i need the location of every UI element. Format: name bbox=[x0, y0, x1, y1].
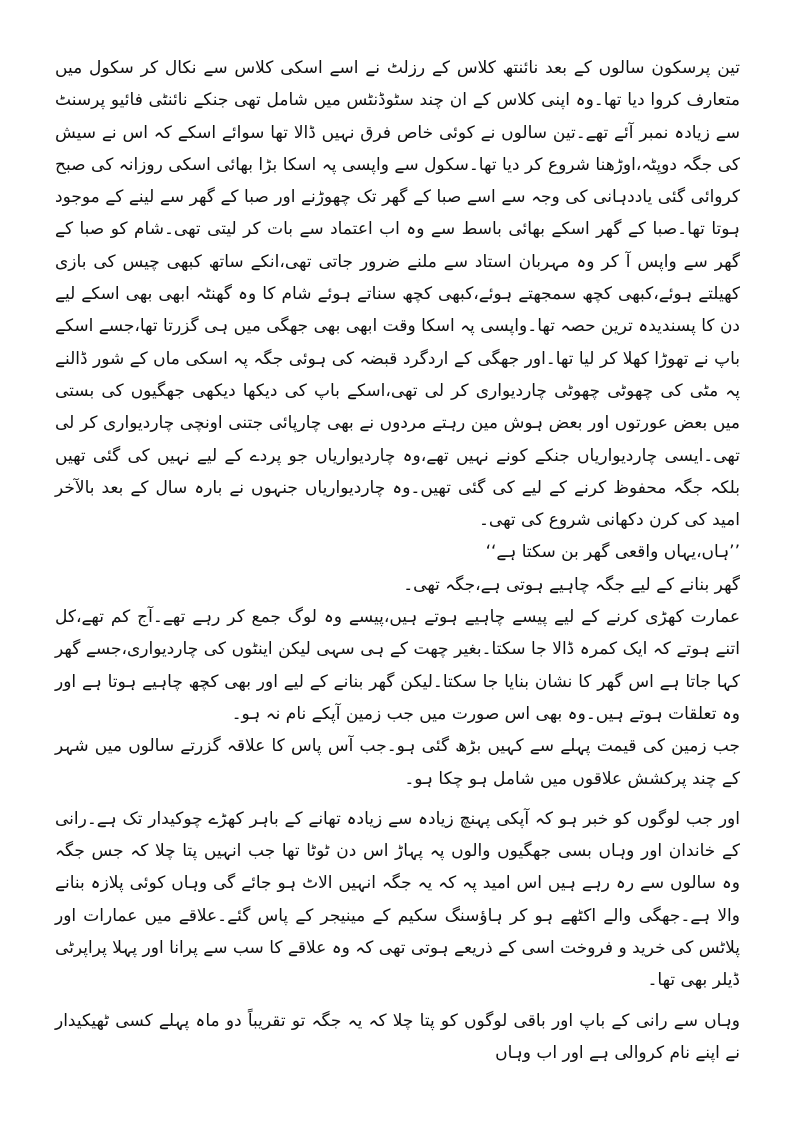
document-body bbox=[55, 52, 740, 1069]
paragraph-4: جب زمین کی قیمت پہلے سے کہیں بڑھ گئی ہو۔جب آس پاس کا علاقہ گزرتے سالوں میں شہر کے چند پرکشش علاقوں میں شامل ہو چکا ہو۔ bbox=[55, 736, 740, 789]
paragraph-2: گھر بنانے کے لیے جگہ چاہیے ہوتی ہے،جگہ تھی۔ bbox=[403, 574, 740, 595]
paragraph-6: وہاں سے رانی کے باپ اور باقی لوگوں کو پتا چلا کہ یہ جگہ تو تقریباً دو ماہ پہلے کسی ٹھیکیدار نے اپنے نام کروالی ہے اور اب وہاں bbox=[55, 1010, 740, 1063]
quote-line: ’’ہاں،یہاں واقعی گھر بن سکتا ہے‘‘ bbox=[485, 542, 740, 563]
paragraph-1: تین پرسکون سالوں کے بعد نائنتھ کلاس کے رزلٹ نے اسے اسکی کلاس سے نکال کر سکول میں متعارف کروا دیا تھا۔وہ اپنی کلاس کے ان چند سٹوڈنٹس میں شامل تھی جنکے نائنٹی فائیو پرسنٹ سے زیادہ نمبر آئے تھے۔تین سالوں نے کوئی خاص فرق نہیں ڈالا تھا سوائے اسکے کہ اس نے سیش کی جگہ دوپٹہ،اوڑھنا شروع کر دیا تھا۔سکول سے واپسی پہ اسکا بڑا بھائی اسکی روزانہ کی صبح کروائی گئی یاددہانی کی وجہ سے اسے صبا کے گھر تک چھوڑنے اور صبا کے گھر سے لینے کے موجود ہوتا تھا۔صبا کے گھر اسکے بھائی باسط سے وہ اب اعتماد سے بات کر لیتی تھی۔شام کو صبا کے گھر سے واپس آ کر وہ مہربان استاد سے ملنے ضرور جاتی تھی،انکے ساتھ کبھی چیس کی بازی کھیلتے ہوئے،کبھی کچھ سمجھتے ہوئے،کبھی کچھ سناتے ہوئے شام کا وہ گھنٹہ ابھی بھی اسکے لیے دن کا پسندیدہ ترین حصہ تھا۔واپسی پہ اسکا وقت ابھی بھی جھگی میں ہی گزرتا تھا،جسے اسکے باپ نے تھوڑا کھلا کر لیا تھا۔اور جھگی کے اردگرد قبضہ کی ہوئی جگہ پہ اسکی ماں کے شور ڈالنے پہ مٹی کی چھوٹی چھوٹی چاردیواری کر لی تھی،اسکے باپ کی دیکھا دیکھی جھگیوں کی بستی میں بعض عورتوں اور بعض ہوش مین رہتے مردوں نے بھی چارپائی جتنی اونچی چاردیواری کر لی تھی۔ایسی چاردیواریاں جنکے کونے نہیں تھے،وہ چاردیواریاں جو پردے کے لیے نہیں کی گئی تھیں بلکہ جگہ محفوظ کرنے کے لیے کی گئی تھیں۔وہ چاردیواریاں جنہوں نے بارہ سال کے بعد بالآخر امید کی کرن دکھانی شروع کی تھی۔ bbox=[55, 58, 740, 531]
paragraph-3: عمارت کھڑی کرنے کے لیے پیسے چاہیے ہوتے ہیں،پیسے وہ لوگ جمع کر رہے تھے۔آج کم تھے،کل اتنے ہوتے کہ ایک کمرہ ڈالا جا سکتا۔بغیر چھت کے ہی سہی لیکن اینٹوں کی چاردیواری،جسے گھر کہا جاتا ہے اس گھر کا نشان بنایا جا سکتا۔لیکن گھر بنانے کے لیے اور بھی کچھ چاہیے ہوتا ہے اور وہ تعلقات ہوتے ہیں۔وہ بھی اس صورت میں جب زمین آپکے نام نہ ہو۔ bbox=[55, 607, 740, 724]
paragraph-5: اور جب لوگوں کو خبر ہو کہ آپکی پہنچ زیادہ سے زیادہ تھانے کے باہر کھڑے چوکیدار تک ہے۔رانی کے خاندان اور وہاں بسی جھگیوں والوں پہ پہاڑ اس دن ٹوٹا تھا جب انہیں پتا چلا کہ جس جگہ وہ سالوں سے رہ رہے ہیں اس امید پہ کہ یہ جگہ انہیں الاٹ ہو جائے گی وہاں کوئی پلازہ بنانے والا ہے۔جھگی والے اکٹھے ہو کر ہاؤسنگ سکیم کے مینیجر کے پاس گئے۔علاقے میں عمارات اور پلاٹس کی خرید و فروخت اسی کے ذریعے ہوتی تھی کہ وہ علاقے کا سب سے پرانا اور پہلا پراپرٹی ڈیلر بھی تھا۔ bbox=[55, 808, 740, 991]
